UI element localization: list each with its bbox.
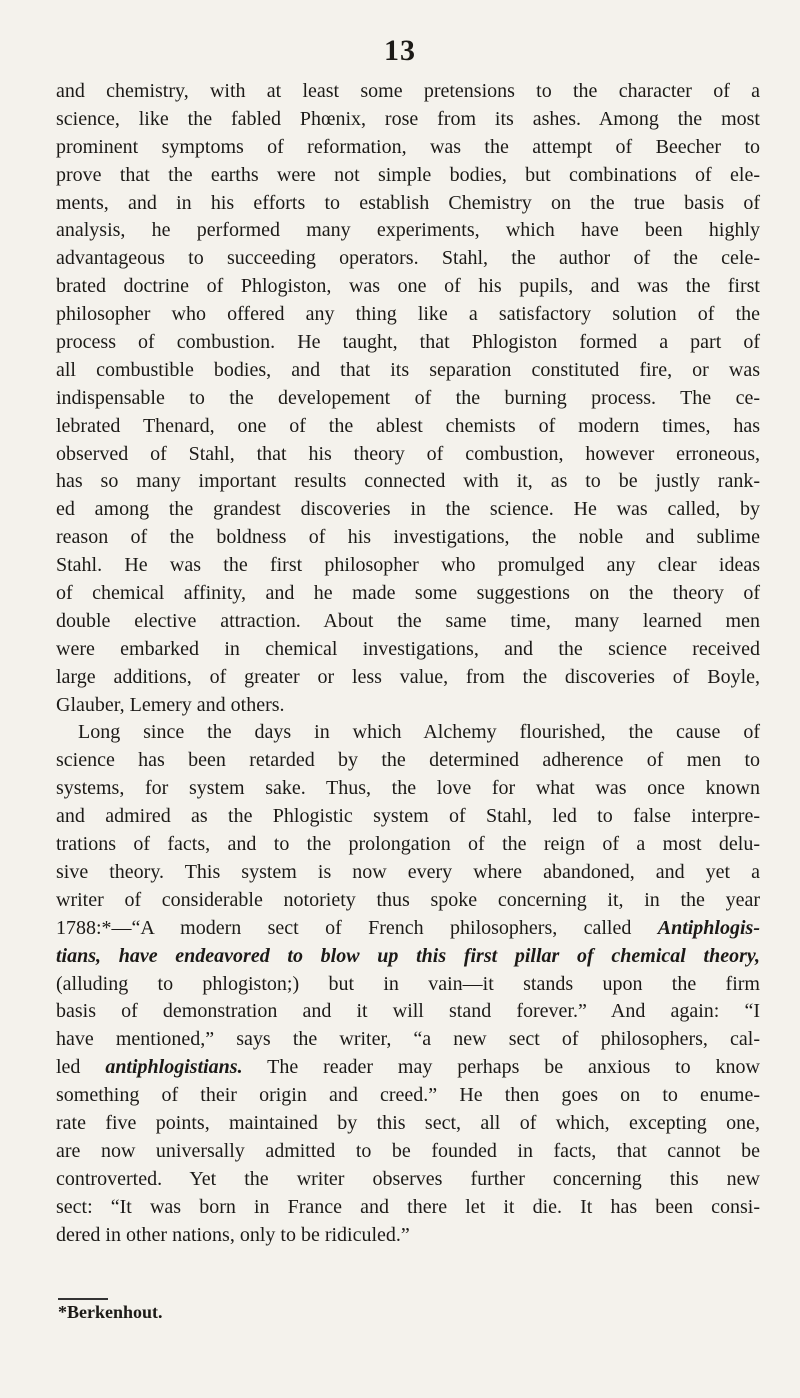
text-line: basis of demonstration and it will stand forever.” And again: “I bbox=[56, 1000, 760, 1023]
text-line: process of combustion. He taught, that Phlogiston formed a part of bbox=[56, 331, 760, 354]
text-line: dered in other nations, only to be ridiculed.” bbox=[56, 1223, 410, 1246]
italic-term: antiphlogistians. bbox=[105, 1056, 243, 1079]
text-line: science has been retarded by the determined adherence of men to bbox=[56, 749, 760, 772]
text-line: reason of the boldness of his investigations, the noble and sublime bbox=[56, 526, 760, 549]
text-line: Glauber, Lemery and others. bbox=[56, 693, 285, 716]
text-line: writer of considerable notoriety thus spoke concerning it, in the year bbox=[56, 888, 760, 911]
text-line: all combustible bodies, and that its separation constituted fire, or was bbox=[56, 358, 760, 381]
text-line bbox=[56, 943, 760, 971]
text-line: and chemistry, with at least some pretensions to the character of a bbox=[56, 80, 760, 102]
text-line: something of their origin and creed.” He then goes on to enume- bbox=[56, 1084, 760, 1107]
text-line: observed of Stahl, that his theory of combustion, however erroneous, bbox=[56, 442, 760, 465]
text-line: prove that the earths were not simple bodies, but combinations of ele- bbox=[56, 163, 760, 186]
text-line: science, like the fabled Phœnix, rose from its ashes. Among the most bbox=[56, 107, 760, 130]
text-line: trations of facts, and to the prolongation of the reign of a most delu- bbox=[56, 833, 760, 856]
text-line: sive theory. This system is now every where abandoned, and yet a bbox=[56, 860, 760, 883]
text-line: advantageous to succeeding operators. Stahl, the author of the cele- bbox=[56, 247, 760, 270]
text-line: has so many important results connected with it, as to be justly rank- bbox=[56, 470, 760, 493]
text-line: controverted. Yet the writer observes further concerning this new bbox=[56, 1167, 760, 1190]
italic-term: Antiphlogis- bbox=[657, 916, 760, 939]
text-line: systems, for system sake. Thus, the love for what was once known bbox=[56, 777, 760, 800]
text-fragment: tians, have endeavored to blow up this first pillar of chemical theory, bbox=[56, 944, 760, 967]
text-line: ments, and in his efforts to establish Chemistry on the true basis of bbox=[56, 191, 760, 214]
text-fragment: 1788:*—“A modern sect of French philosophers, called bbox=[56, 916, 658, 939]
text-fragment: led bbox=[56, 1056, 106, 1079]
text-line: analysis, he performed many experiments, which have been highly bbox=[56, 219, 760, 242]
text-line: brated doctrine of Phlogiston, was one of his pupils, and was the first bbox=[56, 275, 760, 298]
text-line: philosopher who offered any thing like a satisfactory solution of the bbox=[56, 303, 760, 326]
text-line: Long since the days in which Alchemy flourished, the cause of bbox=[78, 721, 760, 744]
text-fragment: The reader may perhaps be anxious to know bbox=[242, 1056, 760, 1079]
text-line: sect: “It was born in France and there let it die. It has been consi- bbox=[56, 1195, 760, 1218]
footnote: *Berkenhout. bbox=[58, 1302, 163, 1322]
text-line: Stahl. He was the first philosopher who promulged any clear ideas bbox=[56, 554, 760, 577]
text-line: rate five points, maintained by this sect, all of which, excepting one, bbox=[56, 1111, 760, 1134]
page-number: 13 bbox=[384, 34, 416, 67]
text-line: (alluding to phlogiston;) but in vain—it stands upon the firm bbox=[56, 972, 760, 995]
text-line: are now universally admitted to be founded in facts, that cannot be bbox=[56, 1139, 760, 1162]
text-line bbox=[56, 915, 760, 943]
text-line: large additions, of greater or less value, from the discoveries of Boyle, bbox=[56, 665, 760, 688]
text-line: have mentioned,” says the writer, “a new sect of philosophers, cal- bbox=[56, 1028, 760, 1051]
text-line: ed among the grandest discoveries in the science. He was called, by bbox=[56, 498, 760, 521]
text-line: indispensable to the developement of the burning process. The ce- bbox=[56, 386, 760, 409]
text-line: were embarked in chemical investigations, and the science received bbox=[56, 637, 760, 660]
text-line: and admired as the Phlogistic system of Stahl, led to false interpre- bbox=[56, 805, 760, 828]
text-line bbox=[56, 1054, 760, 1082]
body-text bbox=[56, 78, 760, 1249]
text-line: lebrated Thenard, one of the ablest chemists of modern times, has bbox=[56, 414, 760, 437]
text-line: prominent symptoms of reformation, was the attempt of Beecher to bbox=[56, 135, 760, 158]
text-line: double elective attraction. About the same time, many learned men bbox=[56, 609, 760, 632]
text-line: of chemical affinity, and he made some suggestions on the theory of bbox=[56, 582, 760, 605]
